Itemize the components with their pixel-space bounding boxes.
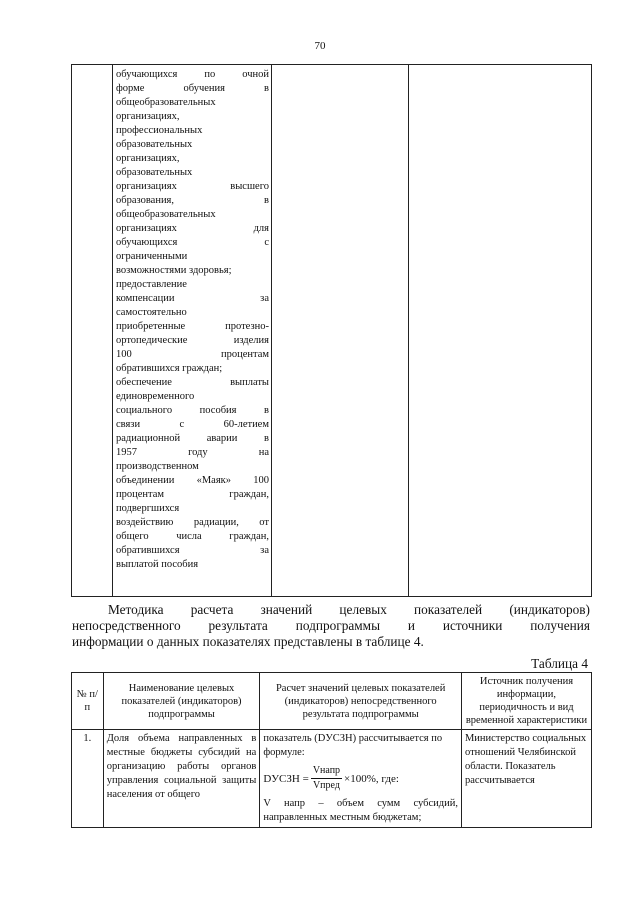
- formula-lhs: DУСЗН =: [263, 772, 309, 785]
- header-indicator-name: Наименование целевых показателей (индикаторов) подпрограммы: [103, 673, 260, 730]
- formula-tail: ×100%, где:: [344, 772, 399, 785]
- continuation-line: образования, в: [116, 195, 269, 206]
- table-col-border: [71, 64, 72, 597]
- continuation-line: компенсации за: [116, 293, 269, 304]
- continuation-cell-text: [116, 68, 269, 572]
- continuation-line: организациях,: [116, 111, 180, 122]
- table-col-border: [112, 64, 113, 597]
- continuation-line: общеобразовательных: [116, 209, 216, 220]
- continuation-line: ортопедические изделия: [116, 335, 269, 346]
- row-source: Министерство социальных отношений Челябинской области. Показатель рассчитывается: [461, 730, 591, 828]
- formula: [263, 764, 458, 793]
- continuation-line: 1957 году на: [116, 447, 269, 458]
- continuation-line: общего числа граждан,: [116, 531, 269, 542]
- table-bottom-border: [71, 596, 591, 597]
- continuation-line: обучающихся с: [116, 237, 269, 248]
- continuation-line: организациях высшего: [116, 181, 269, 192]
- continuation-line: социального пособия в: [116, 405, 269, 416]
- calc-intro: показатель (DУСЗН) рассчитывается по формуле:: [263, 733, 443, 758]
- formula-fraction: [311, 764, 342, 793]
- header-number: № п/п: [72, 673, 104, 730]
- continuation-line: объединении «Маяк» 100: [116, 475, 269, 486]
- table-caption: Таблица 4: [531, 656, 588, 671]
- page-number: 70: [314, 40, 326, 52]
- continuation-line: общеобразовательных: [116, 97, 216, 108]
- continuation-line: выплатой пособия: [116, 559, 199, 570]
- row-calculation: [260, 730, 462, 828]
- formula-numerator: Vнапр: [311, 764, 342, 779]
- continuation-line: единовременного: [116, 391, 195, 402]
- row-number: 1.: [72, 730, 104, 828]
- continuation-line: обратившихся граждан;: [116, 363, 223, 374]
- continuation-line: связи с 60-летием: [116, 419, 269, 430]
- formula-denominator: Vпред: [312, 780, 340, 791]
- continuation-line: воздействию радиации, от: [116, 517, 269, 528]
- continuation-line: организациях для: [116, 223, 269, 234]
- continuation-line: обратившихся за: [116, 545, 269, 556]
- continuation-line: самостоятельно: [116, 307, 187, 318]
- continuation-line: предоставление: [116, 279, 187, 290]
- table-row: [72, 730, 592, 828]
- table-col-border: [271, 64, 272, 597]
- table-col-border: [408, 64, 409, 597]
- continuation-line: возможностями здоровья;: [116, 265, 232, 276]
- continuation-line: профессиональных: [116, 125, 203, 136]
- calc-definition: V напр – объем сумм субсидий, направленных местным бюджетам;: [263, 798, 458, 823]
- continuation-line: подвергшихся: [116, 503, 180, 514]
- continuation-line: процентам граждан,: [116, 489, 269, 500]
- continuation-line: радиационной аварии в: [116, 433, 269, 444]
- continuation-line: обучающихся по очной: [116, 69, 269, 80]
- row-indicator-name: Доля объема направленных в местные бюджеты субсидий на организацию работы органов управления социальной защиты населения от общего: [103, 730, 260, 828]
- table-col-border: [591, 64, 592, 597]
- continuation-line: организациях,: [116, 153, 180, 164]
- header-source: Источник получения информации, периодичность и вид временной характеристики: [461, 673, 591, 730]
- continuation-line: образовательных: [116, 139, 193, 150]
- table-header-row: [72, 673, 592, 730]
- continuation-line: приобретенные протезно-: [116, 321, 269, 332]
- methodology-paragraph: [72, 602, 590, 650]
- continuation-line: производственном: [116, 461, 199, 472]
- continuation-line: 100 процентам: [116, 349, 269, 360]
- paragraph-line: непосредственного результата подпрограммы и источники получения: [72, 618, 590, 633]
- continuation-line: форме обучения в: [116, 83, 269, 94]
- continuation-line: образовательных: [116, 167, 193, 178]
- paragraph-line: Методика расчета значений целевых показателей (индикаторов): [108, 602, 590, 617]
- continuation-line: ограниченными: [116, 251, 188, 262]
- continuation-line: обеспечение выплаты: [116, 377, 269, 388]
- paragraph-line: информации о данных показателях представлены в таблице 4.: [72, 634, 424, 649]
- table-4: [71, 672, 592, 828]
- table-top-border: [71, 64, 591, 65]
- header-calculation: Расчет значений целевых показателей (индикаторов) непосредственного результата подпрограммы: [260, 673, 462, 730]
